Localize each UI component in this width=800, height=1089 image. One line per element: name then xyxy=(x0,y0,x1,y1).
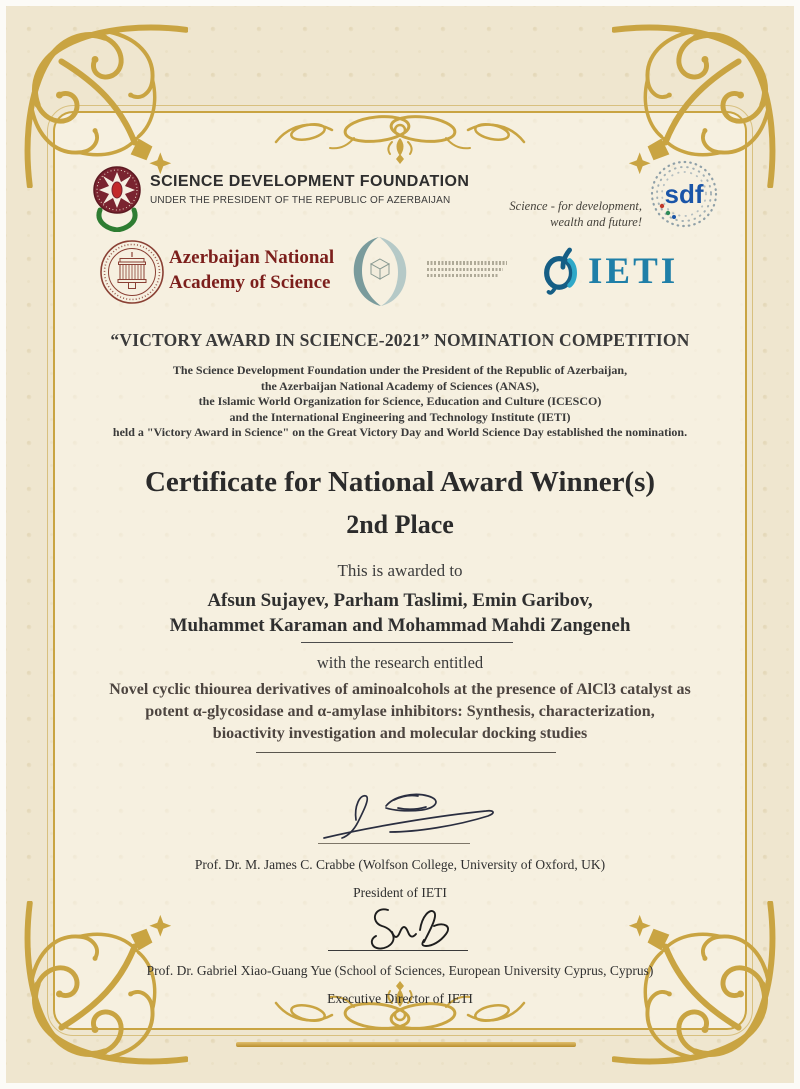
awarded-to-label: This is awarded to xyxy=(337,561,463,580)
svg-text:sdf: sdf xyxy=(664,179,704,209)
signatory-name: Prof. Dr. M. James C. Crabbe (Wolfson College, University of Oxford, UK) xyxy=(194,857,606,872)
center-flourish-icon xyxy=(260,981,540,1037)
motto-line2: wealth and future! xyxy=(550,215,642,229)
signature-line xyxy=(328,950,468,951)
divider-line xyxy=(301,642,513,643)
recipient-line: Afsun Sujayev, Parham Taslimi, Emin Garibov, xyxy=(207,590,593,611)
research-title xyxy=(6,679,794,745)
corner-flourish-icon xyxy=(10,901,188,1079)
competition-line: The Science Development Foundation under the President of the Republic of Azerbaijan, xyxy=(172,363,628,377)
sdf-foundation-emblem-icon xyxy=(92,164,142,232)
motto-line1: Science - for development, xyxy=(509,199,642,213)
sdf-motto xyxy=(452,198,642,230)
certificate-title: Certificate for National Award Winner(s) xyxy=(144,466,656,498)
icesco-text-line xyxy=(427,274,499,277)
competition-description xyxy=(6,363,794,441)
signature-line xyxy=(318,843,470,844)
icesco-text-line xyxy=(427,268,503,271)
ieti-logo xyxy=(540,247,678,295)
competition-title: “VICTORY AWARD IN SCIENCE-2021” NOMINATION COMPETITION xyxy=(110,330,690,350)
corner-flourish-icon xyxy=(612,901,790,1079)
award-place: 2nd Place xyxy=(346,510,454,539)
ieti-logo-icon xyxy=(540,247,582,295)
recipient-names xyxy=(6,588,794,638)
signatory-role: Executive Director of IETI xyxy=(327,991,473,1006)
research-title-line: bioactivity investigation and molecular docking studies xyxy=(212,725,588,742)
bottom-gold-bar xyxy=(236,1042,576,1047)
recipient-line: Muhammet Karaman and Mohammad Mahdi Zangeneh xyxy=(169,615,631,636)
research-intro-label: with the research entitled xyxy=(316,653,484,672)
icesco-wordmark-lines xyxy=(427,261,507,280)
ieti-wordmark: IETI xyxy=(588,250,679,292)
divider-line xyxy=(256,752,556,753)
foundation-subtitle: UNDER THE PRESIDENT OF THE REPUBLIC OF AZERBAIJAN xyxy=(150,195,451,206)
signature-crabbe xyxy=(294,786,518,844)
research-title-line: potent α-glycosidase and α-amylase inhibitors: Synthesis, characterization, xyxy=(145,703,655,720)
foundation-title: SCIENCE DEVELOPMENT FOUNDATION xyxy=(150,173,470,190)
competition-line: the Islamic World Organization for Science, Education and Culture (ICESCO) xyxy=(198,394,602,409)
corner-flourish-icon xyxy=(10,10,188,188)
signatory-role: President of IETI xyxy=(353,885,447,900)
sdf-logo-icon xyxy=(648,158,720,230)
certificate-page xyxy=(6,6,794,1083)
competition-line: the Azerbaijan National Academy of Sciences (ANAS), xyxy=(260,378,540,393)
anas-name-line2: Academy of Science xyxy=(169,272,331,293)
center-flourish-icon xyxy=(260,108,540,164)
research-title-line: Novel cyclic thiourea derivatives of aminoalcohols at the presence of AlCl3 catalyst as xyxy=(109,681,691,698)
competition-line: held a "Victory Award in Science" on the Great Victory Day and World Science Day established the nomination. xyxy=(112,425,688,440)
signature-yue xyxy=(346,902,462,954)
signatory-name: Prof. Dr. Gabriel Xiao-Guang Yue (School of Sciences, European University Cyprus, Cyprus) xyxy=(146,963,654,978)
icesco-arabic-line xyxy=(427,261,507,265)
anas-name-line1: Azerbaijan National xyxy=(169,247,335,268)
anas-seal-icon xyxy=(99,239,165,305)
competition-line: and the International Engineering and Technology Institute (IETI) xyxy=(229,409,571,424)
icesco-logo-icon xyxy=(349,233,411,309)
